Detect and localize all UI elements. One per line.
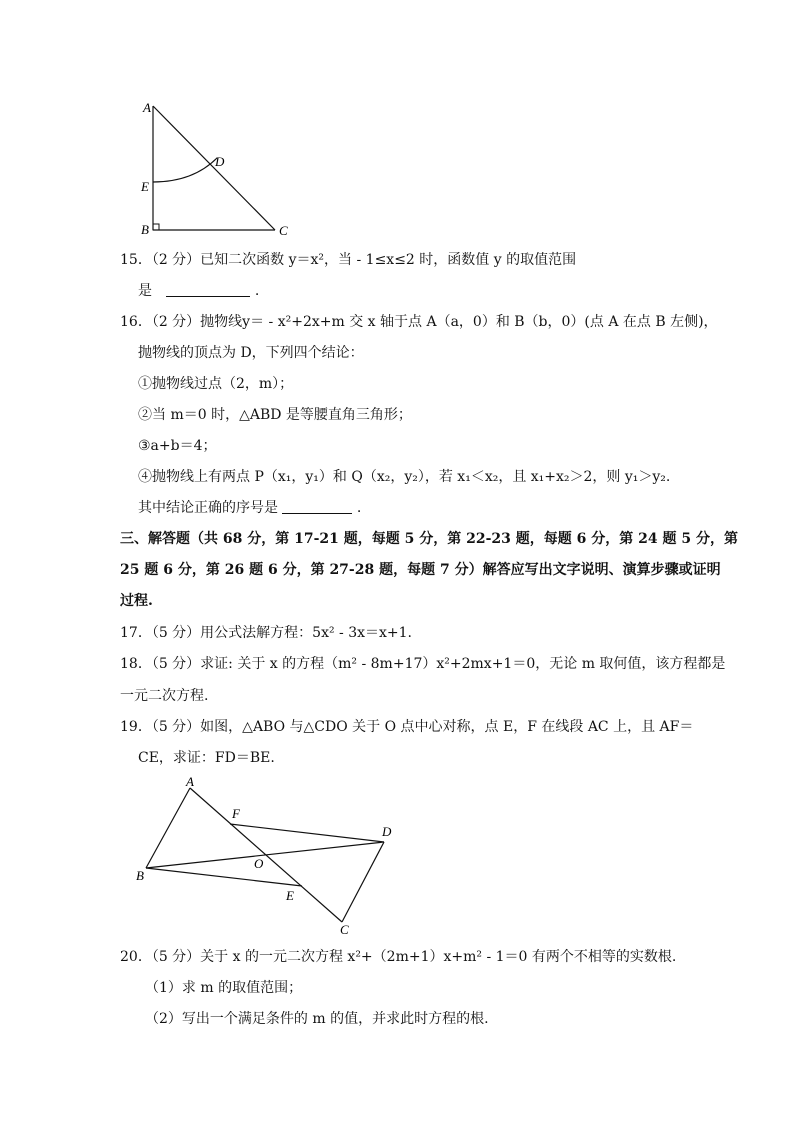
label-O: O <box>254 856 264 871</box>
answer-blank[interactable] <box>282 499 352 514</box>
q15-line2: 是 . <box>138 283 260 299</box>
q20-part2: （2）写出一个满足条件的 m 的值，并求此时方程的根. <box>145 1011 489 1027</box>
q20-part1: （1）求 m 的取值范围； <box>145 980 303 996</box>
q17-line1: 17．（5 分）用公式法解方程：5x² ‐ 3x＝x+1. <box>120 625 413 641</box>
label-B: B <box>136 868 144 883</box>
label-A: A <box>186 774 194 789</box>
q19-line1: 19．（5 分）如图，△ABO 与△CDO 关于 O 点中心对称，点 E，F 在线段 AC 上，且 AF＝ <box>120 719 694 735</box>
q15-line1: 15．（2 分）已知二次函数 y＝x²，当 ‐ 1≤x≤2 时，函数值 y 的取值范围 <box>120 252 577 268</box>
q15-line2-text: 是 <box>138 283 152 299</box>
central-symmetry-figure <box>130 774 410 934</box>
q18-line2: 一元二次方程. <box>120 688 209 704</box>
q16-line7 <box>138 499 361 517</box>
q16-option-4: ④抛物线上有两点 P（x₁，y₁）和 Q（x₂，y₂），若 x₁＜x₂，且 x₁+x₂＞2，则 y₁＞y₂. <box>138 469 671 485</box>
label-C: C <box>279 223 288 238</box>
label-E: E <box>286 888 294 903</box>
label-D: D <box>382 824 392 839</box>
label-C: C <box>340 922 349 934</box>
q16-option-1: ①抛物线过点（2，m）； <box>138 376 294 392</box>
label-F: F <box>232 806 240 821</box>
section3-line1: 三、解答题（共 68 分，第 17-21 题，每题 5 分，第 22-23 题，每题 6 分，第 24 题 5 分，第 <box>120 531 738 547</box>
q20-line1: 20．（5 分）关于 x 的一元二次方程 x²+（2m+1）x+m² ‐ 1＝0 有两个不相等的实数根. <box>120 949 677 965</box>
q16-line7-end: . <box>356 500 362 516</box>
section3-line3: 过程. <box>120 593 153 609</box>
q16-line7-text: 其中结论正确的序号是 <box>138 500 278 516</box>
q16-option-2: ②当 m＝0 时，△ABD 是等腰直角三角形； <box>138 407 412 423</box>
label-B: B <box>141 222 149 237</box>
q16-line2: 抛物线的顶点为 D，下列四个结论： <box>138 345 364 361</box>
q19-line2: CE，求证：FD＝BE. <box>138 750 275 766</box>
q18-line1: 18．（5 分）求证: 关于 x 的方程（m² ‐ 8m+17）x²+2mx+1＝0，无论 m 取何值，该方程都是 <box>120 656 726 672</box>
section3-line2: 25 题 6 分，第 26 题 6 分，第 27-28 题，每题 7 分）解答应写出文字说明、演算步骤或证明 <box>120 562 721 578</box>
q16-option-3: ③a+b＝4； <box>138 438 217 454</box>
triangle-arc-figure <box>135 96 305 241</box>
label-D: D <box>215 154 225 169</box>
label-A: A <box>143 100 151 115</box>
answer-blank[interactable] <box>166 282 250 297</box>
label-E: E <box>141 179 149 194</box>
q16-line1: 16．（2 分）抛物线y＝ ‐ x²+2x+m 交 x 轴于点 A（a，0）和 B（b，0）(点 A 在点 B 左侧)， <box>120 314 718 330</box>
